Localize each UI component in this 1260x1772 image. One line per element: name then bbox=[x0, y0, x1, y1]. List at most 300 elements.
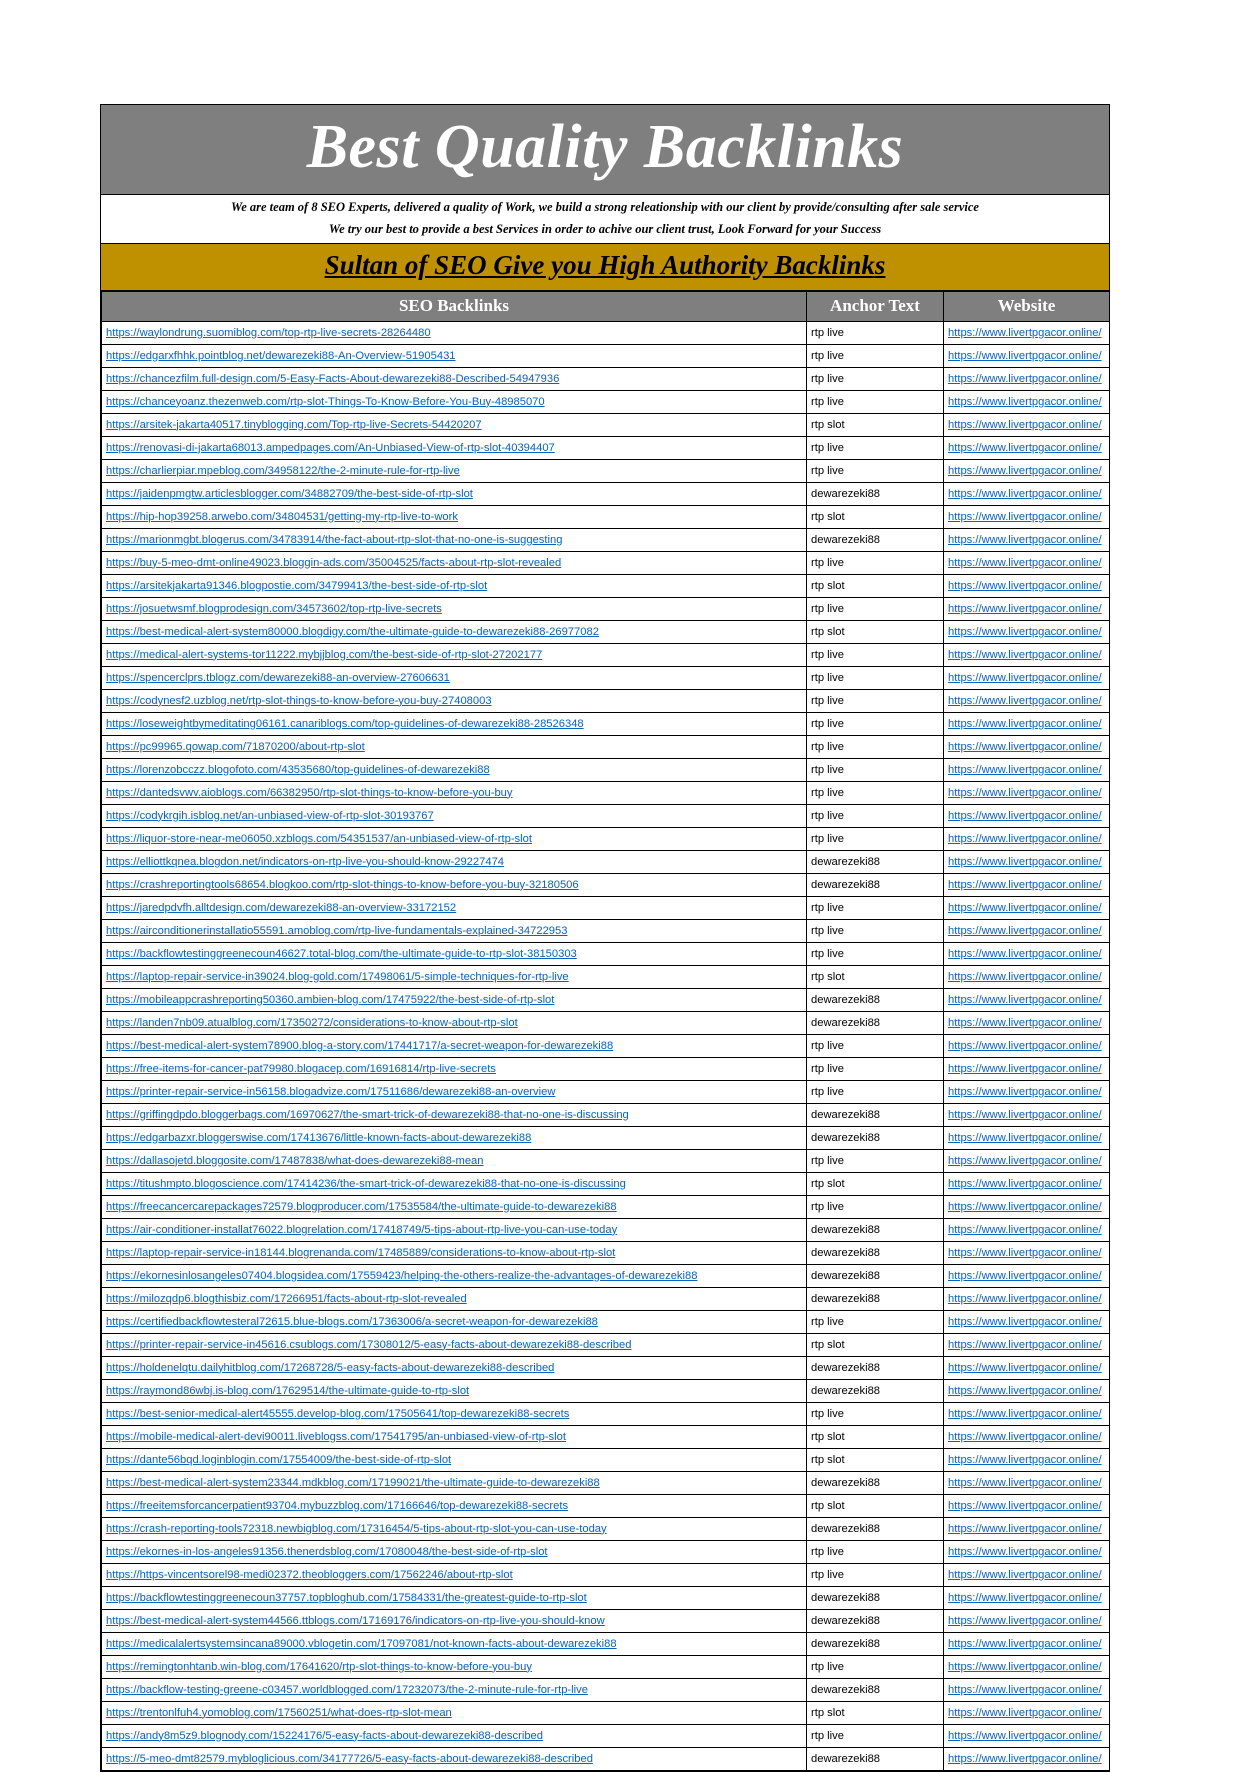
backlink-url-link[interactable]: https://best-medical-alert-system80000.blogdigy.com/the-ultimate-guide-to-dewarezeki88-26977082 bbox=[106, 625, 599, 638]
website-link[interactable]: https://www.livertpgacor.online/ bbox=[948, 1729, 1102, 1742]
backlink-url-link[interactable]: https://https-vincentsorel98-medi02372.theobloggers.com/17562246/about-rtp-slot bbox=[106, 1568, 513, 1581]
anchor-text-cell: rtp live bbox=[807, 1035, 944, 1058]
website-link[interactable]: https://www.livertpgacor.online/ bbox=[948, 1177, 1102, 1190]
table-row bbox=[102, 1495, 1110, 1518]
website-cell bbox=[944, 1104, 1110, 1127]
anchor-text-cell: rtp live bbox=[807, 368, 944, 391]
website-cell bbox=[944, 966, 1110, 989]
website-cell bbox=[944, 598, 1110, 621]
website-link[interactable]: https://www.livertpgacor.online/ bbox=[948, 1108, 1102, 1121]
anchor-text-cell: rtp live bbox=[807, 828, 944, 851]
website-link[interactable]: https://www.livertpgacor.online/ bbox=[948, 441, 1102, 454]
table-row bbox=[102, 1633, 1110, 1656]
backlink-url-cell bbox=[102, 805, 807, 828]
website-link[interactable]: https://www.livertpgacor.online/ bbox=[948, 1752, 1102, 1765]
website-cell bbox=[944, 1196, 1110, 1219]
website-cell bbox=[944, 1311, 1110, 1334]
website-link[interactable]: https://www.livertpgacor.online/ bbox=[948, 694, 1102, 707]
backlink-url-cell bbox=[102, 1265, 807, 1288]
anchor-text-cell: rtp live bbox=[807, 713, 944, 736]
table-row bbox=[102, 828, 1110, 851]
website-cell bbox=[944, 529, 1110, 552]
table-row bbox=[102, 1334, 1110, 1357]
backlink-url-cell bbox=[102, 460, 807, 483]
backlink-url-link[interactable]: https://buy-5-meo-dmt-online49023.bloggin-ads.com/35004525/facts-about-rtp-slot-revealed bbox=[106, 556, 562, 569]
website-cell bbox=[944, 1426, 1110, 1449]
backlink-url-cell bbox=[102, 667, 807, 690]
website-link[interactable]: https://www.livertpgacor.online/ bbox=[948, 326, 1102, 339]
backlink-url-link[interactable]: https://hip-hop39258.arwebo.com/34804531/getting-my-rtp-live-to-work bbox=[106, 510, 458, 523]
website-link[interactable]: https://www.livertpgacor.online/ bbox=[948, 809, 1102, 822]
backlink-url-link[interactable]: https://medical-alert-systems-tor11222.mybjjblog.com/the-best-side-of-rtp-slot-27202177 bbox=[106, 648, 543, 661]
backlink-url-cell bbox=[102, 1610, 807, 1633]
backlink-url-cell bbox=[102, 529, 807, 552]
website-cell bbox=[944, 460, 1110, 483]
backlink-url-link[interactable]: https://andy8m5z9.blognody.com/15224176/5-easy-facts-about-dewarezeki88-described bbox=[106, 1729, 543, 1742]
backlink-url-link[interactable]: https://airconditionerinstallatio55591.amoblog.com/rtp-live-fundamentals-explained-34722953 bbox=[106, 924, 568, 937]
website-link[interactable]: https://www.livertpgacor.online/ bbox=[948, 1683, 1102, 1696]
website-link[interactable]: https://www.livertpgacor.online/ bbox=[948, 579, 1102, 592]
website-cell bbox=[944, 1058, 1110, 1081]
website-cell bbox=[944, 1288, 1110, 1311]
website-link[interactable]: https://www.livertpgacor.online/ bbox=[948, 993, 1102, 1006]
backlink-url-cell bbox=[102, 1357, 807, 1380]
backlink-url-cell bbox=[102, 897, 807, 920]
backlink-url-cell bbox=[102, 1403, 807, 1426]
backlink-url-cell bbox=[102, 1173, 807, 1196]
website-link[interactable]: https://www.livertpgacor.online/ bbox=[948, 1384, 1102, 1397]
table-row bbox=[102, 1265, 1110, 1288]
backlink-url-link[interactable]: https://elliottkqnea.blogdon.net/indicators-on-rtp-live-you-should-know-29227474 bbox=[106, 855, 505, 868]
website-cell bbox=[944, 920, 1110, 943]
backlink-url-link[interactable]: https://backflow-testing-greene-c03457.worldblogged.com/17232073/the-2-minute-rule-for-rtp-live bbox=[106, 1683, 588, 1696]
backlink-url-link[interactable]: https://freecancercarepackages72579.blogproducer.com/17535584/the-ultimate-guide-to-dewarezeki88 bbox=[106, 1200, 617, 1213]
website-link[interactable]: https://www.livertpgacor.online/ bbox=[948, 832, 1102, 845]
website-link[interactable]: https://www.livertpgacor.online/ bbox=[948, 1062, 1102, 1075]
website-cell bbox=[944, 713, 1110, 736]
table-row bbox=[102, 782, 1110, 805]
website-cell bbox=[944, 989, 1110, 1012]
website-link[interactable]: https://www.livertpgacor.online/ bbox=[948, 1637, 1102, 1650]
anchor-text-cell: rtp slot bbox=[807, 414, 944, 437]
table-row bbox=[102, 667, 1110, 690]
anchor-text-cell: rtp live bbox=[807, 1081, 944, 1104]
backlink-url-cell bbox=[102, 1725, 807, 1748]
backlink-url-link[interactable]: https://free-items-for-cancer-pat79980.blogacep.com/16916814/rtp-live-secrets bbox=[106, 1062, 496, 1075]
anchor-text-cell: dewarezeki88 bbox=[807, 851, 944, 874]
website-cell bbox=[944, 1587, 1110, 1610]
backlink-url-link[interactable]: https://codykrgih.isblog.net/an-unbiased-view-of-rtp-slot-30193767 bbox=[106, 809, 434, 822]
backlink-url-cell bbox=[102, 345, 807, 368]
backlink-url-link[interactable]: https://ekornesinlosangeles07404.blogsidea.com/17559423/helping-the-others-realize-the-advantages-of-dewarezeki88 bbox=[106, 1269, 698, 1282]
backlink-url-link[interactable]: https://liquor-store-near-me06050.xzblogs.com/54351537/an-unbiased-view-of-rtp-slot bbox=[106, 832, 532, 845]
backlink-url-cell bbox=[102, 1702, 807, 1725]
table-row bbox=[102, 552, 1110, 575]
backlink-url-link[interactable]: https://holdenelqtu.dailyhitblog.com/17268728/5-easy-facts-about-dewarezeki88-described bbox=[106, 1361, 555, 1374]
backlink-url-link[interactable]: https://best-senior-medical-alert45555.develop-blog.com/17505641/top-dewarezeki88-secrets bbox=[106, 1407, 570, 1420]
website-cell bbox=[944, 1656, 1110, 1679]
website-link[interactable]: https://www.livertpgacor.online/ bbox=[948, 786, 1102, 799]
table-row bbox=[102, 1104, 1110, 1127]
website-link[interactable]: https://www.livertpgacor.online/ bbox=[948, 947, 1102, 960]
backlink-url-cell bbox=[102, 1127, 807, 1150]
website-cell bbox=[944, 782, 1110, 805]
table-row bbox=[102, 529, 1110, 552]
website-link[interactable]: https://www.livertpgacor.online/ bbox=[948, 901, 1102, 914]
anchor-text-cell: rtp live bbox=[807, 782, 944, 805]
backlink-url-link[interactable]: https://edgarbazxr.bloggerswise.com/17413676/little-known-facts-about-dewarezeki88 bbox=[106, 1131, 532, 1144]
backlink-url-link[interactable]: https://griffingdpdo.bloggerbags.com/16970627/the-smart-trick-of-dewarezeki88-that-no-one-is-discussing bbox=[106, 1108, 629, 1121]
website-link[interactable]: https://www.livertpgacor.online/ bbox=[948, 1568, 1102, 1581]
table-row bbox=[102, 1610, 1110, 1633]
backlink-url-cell bbox=[102, 989, 807, 1012]
anchor-text-cell: rtp live bbox=[807, 805, 944, 828]
backlink-url-cell bbox=[102, 1081, 807, 1104]
backlink-url-cell bbox=[102, 1587, 807, 1610]
website-link[interactable]: https://www.livertpgacor.online/ bbox=[948, 1361, 1102, 1374]
website-cell bbox=[944, 1150, 1110, 1173]
website-link[interactable]: https://www.livertpgacor.online/ bbox=[948, 1200, 1102, 1213]
anchor-text-cell: rtp live bbox=[807, 1541, 944, 1564]
anchor-text-cell: dewarezeki88 bbox=[807, 1357, 944, 1380]
backlink-url-link[interactable]: https://dante56bqd.loginblogin.com/17554009/the-best-side-of-rtp-slot bbox=[106, 1453, 452, 1466]
backlink-url-link[interactable]: https://trentonlfuh4.yomoblog.com/17560251/what-does-rtp-slot-mean bbox=[106, 1706, 452, 1719]
anchor-text-cell: dewarezeki88 bbox=[807, 1472, 944, 1495]
table-row bbox=[102, 1357, 1110, 1380]
website-link[interactable]: https://www.livertpgacor.online/ bbox=[948, 1016, 1102, 1029]
website-cell bbox=[944, 1173, 1110, 1196]
backlink-url-link[interactable]: https://loseweightbymeditating06161.canariblogs.com/top-guidelines-of-dewarezeki88-28526348 bbox=[106, 717, 584, 730]
table-row bbox=[102, 805, 1110, 828]
website-link[interactable]: https://www.livertpgacor.online/ bbox=[948, 1545, 1102, 1558]
table-row bbox=[102, 759, 1110, 782]
website-link[interactable]: https://www.livertpgacor.online/ bbox=[948, 1499, 1102, 1512]
website-cell bbox=[944, 1541, 1110, 1564]
table-row bbox=[102, 874, 1110, 897]
backlink-url-link[interactable]: https://best-medical-alert-system23344.mdkblog.com/17199021/the-ultimate-guide-to-dewarezeki88 bbox=[106, 1476, 600, 1489]
backlink-url-link[interactable]: https://best-medical-alert-system78900.blog-a-story.com/17441717/a-secret-weapon-for-dewarezeki88 bbox=[106, 1039, 614, 1052]
backlink-url-link[interactable]: https://waylondrung.suomiblog.com/top-rtp-live-secrets-28264480 bbox=[106, 326, 431, 339]
website-link[interactable]: https://www.livertpgacor.online/ bbox=[948, 1246, 1102, 1259]
backlink-url-cell bbox=[102, 598, 807, 621]
subtitle-line-2: We try our best to provide a best Services in order to achive our client trust, Look Forward for your Success bbox=[101, 219, 1109, 244]
table-row bbox=[102, 1449, 1110, 1472]
backlink-url-cell bbox=[102, 1380, 807, 1403]
backlink-url-cell bbox=[102, 414, 807, 437]
anchor-text-cell: dewarezeki88 bbox=[807, 1219, 944, 1242]
website-link[interactable]: https://www.livertpgacor.online/ bbox=[948, 510, 1102, 523]
backlink-url-link[interactable]: https://crash-reporting-tools72318.newbigblog.com/17316454/5-tips-about-rtp-slot-you-can-use-today bbox=[106, 1522, 607, 1535]
website-link[interactable]: https://www.livertpgacor.online/ bbox=[948, 1522, 1102, 1535]
backlink-url-link[interactable]: https://freeitemsforcancerpatient93704.mybuzzblog.com/17166646/top-dewarezeki88-secrets bbox=[106, 1499, 569, 1512]
backlink-url-link[interactable]: https://laptop-repair-service-in18144.blogrenanda.com/17485889/considerations-to-know-about-rtp-slot bbox=[106, 1246, 616, 1259]
table-row bbox=[102, 989, 1110, 1012]
anchor-text-cell: rtp live bbox=[807, 667, 944, 690]
website-cell bbox=[944, 506, 1110, 529]
anchor-text-cell: rtp live bbox=[807, 644, 944, 667]
website-cell bbox=[944, 736, 1110, 759]
backlink-url-link[interactable]: https://mobileappcrashreporting50360.ambien-blog.com/17475922/the-best-side-of-rtp-slot bbox=[106, 993, 555, 1006]
website-link[interactable]: https://www.livertpgacor.online/ bbox=[948, 418, 1102, 431]
backlink-url-link[interactable]: https://codynesf2.uzblog.net/rtp-slot-things-to-know-before-you-buy-27408003 bbox=[106, 694, 492, 707]
website-cell bbox=[944, 621, 1110, 644]
website-cell bbox=[944, 552, 1110, 575]
website-link[interactable]: https://www.livertpgacor.online/ bbox=[948, 1430, 1102, 1443]
website-cell bbox=[944, 1748, 1110, 1771]
anchor-text-cell: dewarezeki88 bbox=[807, 1587, 944, 1610]
website-link[interactable]: https://www.livertpgacor.online/ bbox=[948, 763, 1102, 776]
anchor-text-cell: dewarezeki88 bbox=[807, 1012, 944, 1035]
backlink-url-link[interactable]: https://jaidenpmgtw.articlesblogger.com/34882709/the-best-side-of-rtp-slot bbox=[106, 487, 473, 500]
anchor-text-cell: rtp live bbox=[807, 1150, 944, 1173]
backlink-url-link[interactable]: https://air-conditioner-installat76022.blogrelation.com/17418749/5-tips-about-rtp-live-you-can-use-today bbox=[106, 1223, 618, 1236]
anchor-text-cell: rtp live bbox=[807, 1311, 944, 1334]
anchor-text-cell: rtp live bbox=[807, 322, 944, 345]
website-cell bbox=[944, 391, 1110, 414]
table-row bbox=[102, 414, 1110, 437]
website-cell bbox=[944, 1242, 1110, 1265]
website-link[interactable]: https://www.livertpgacor.online/ bbox=[948, 1131, 1102, 1144]
table-row bbox=[102, 575, 1110, 598]
backlink-url-link[interactable]: https://printer-repair-service-in56158.blogadvize.com/17511686/dewarezeki88-an-overview bbox=[106, 1085, 556, 1098]
website-link[interactable]: https://www.livertpgacor.online/ bbox=[948, 878, 1102, 891]
backlink-url-cell bbox=[102, 690, 807, 713]
anchor-text-cell: rtp live bbox=[807, 1403, 944, 1426]
website-link[interactable]: https://www.livertpgacor.online/ bbox=[948, 602, 1102, 615]
website-link[interactable]: https://www.livertpgacor.online/ bbox=[948, 1591, 1102, 1604]
website-link[interactable]: https://www.livertpgacor.online/ bbox=[948, 1154, 1102, 1167]
anchor-text-cell: rtp live bbox=[807, 345, 944, 368]
anchor-text-cell: dewarezeki88 bbox=[807, 1380, 944, 1403]
website-link[interactable]: https://www.livertpgacor.online/ bbox=[948, 1338, 1102, 1351]
backlink-url-link[interactable]: https://remingtonhtanb.win-blog.com/17641620/rtp-slot-things-to-know-before-you-buy bbox=[106, 1660, 532, 1673]
backlink-url-cell bbox=[102, 1334, 807, 1357]
backlink-url-cell bbox=[102, 874, 807, 897]
backlink-url-link[interactable]: https://dantedsvwv.aioblogs.com/66382950/rtp-slot-things-to-know-before-you-buy bbox=[106, 786, 513, 799]
backlink-url-cell bbox=[102, 1518, 807, 1541]
table-row bbox=[102, 1035, 1110, 1058]
anchor-text-cell: rtp live bbox=[807, 460, 944, 483]
table-row bbox=[102, 1196, 1110, 1219]
backlink-url-link[interactable]: https://charlierpiar.mpeblog.com/34958122/the-2-minute-rule-for-rtp-live bbox=[106, 464, 460, 477]
website-link[interactable]: https://www.livertpgacor.online/ bbox=[948, 1476, 1102, 1489]
anchor-text-cell: rtp live bbox=[807, 391, 944, 414]
website-link[interactable]: https://www.livertpgacor.online/ bbox=[948, 1706, 1102, 1719]
website-link[interactable]: https://www.livertpgacor.online/ bbox=[948, 970, 1102, 983]
backlink-url-link[interactable]: https://landen7nb09.atualblog.com/17350272/considerations-to-know-about-rtp-slot bbox=[106, 1016, 518, 1029]
table-row bbox=[102, 1127, 1110, 1150]
backlink-url-link[interactable]: https://arsitekjakarta91346.blogpostie.com/34799413/the-best-side-of-rtp-slot bbox=[106, 579, 488, 592]
website-link[interactable]: https://www.livertpgacor.online/ bbox=[948, 1292, 1102, 1305]
backlink-url-cell bbox=[102, 943, 807, 966]
anchor-text-cell: dewarezeki88 bbox=[807, 1265, 944, 1288]
backlink-url-cell bbox=[102, 782, 807, 805]
backlink-url-cell bbox=[102, 1012, 807, 1035]
website-cell bbox=[944, 1219, 1110, 1242]
backlink-url-link[interactable]: https://spencerclprs.tblogz.com/dewarezeki88-an-overview-27606631 bbox=[106, 671, 450, 684]
anchor-text-cell: dewarezeki88 bbox=[807, 1610, 944, 1633]
website-cell bbox=[944, 1725, 1110, 1748]
website-link[interactable]: https://www.livertpgacor.online/ bbox=[948, 533, 1102, 546]
table-header-row bbox=[102, 292, 1110, 322]
anchor-text-cell: rtp live bbox=[807, 1196, 944, 1219]
backlink-url-link[interactable]: https://edgarxfhhk.pointblog.net/dewarezeki88-An-Overview-51905431 bbox=[106, 349, 456, 362]
table-row bbox=[102, 1518, 1110, 1541]
table-row bbox=[102, 322, 1110, 345]
website-link[interactable]: https://www.livertpgacor.online/ bbox=[948, 625, 1102, 638]
website-cell bbox=[944, 1610, 1110, 1633]
backlink-url-cell bbox=[102, 1058, 807, 1081]
backlink-url-link[interactable]: https://5-meo-dmt82579.mybloglicious.com/34177726/5-easy-facts-about-dewarezeki88-described bbox=[106, 1752, 593, 1765]
website-cell bbox=[944, 1127, 1110, 1150]
website-cell bbox=[944, 414, 1110, 437]
anchor-text-cell: rtp live bbox=[807, 552, 944, 575]
backlink-url-cell bbox=[102, 828, 807, 851]
anchor-text-cell: rtp live bbox=[807, 1564, 944, 1587]
website-link[interactable]: https://www.livertpgacor.online/ bbox=[948, 487, 1102, 500]
website-link[interactable]: https://www.livertpgacor.online/ bbox=[948, 1039, 1102, 1052]
backlink-url-cell bbox=[102, 966, 807, 989]
table-row bbox=[102, 1288, 1110, 1311]
backlink-url-link[interactable]: https://marionmgbt.blogerus.com/34783914/the-fact-about-rtp-slot-that-no-one-is-suggesting bbox=[106, 533, 563, 546]
backlink-url-link[interactable]: https://jaredpdvfh.alltdesign.com/dewarezeki88-an-overview-33172152 bbox=[106, 901, 457, 914]
backlink-url-link[interactable]: https://backflowtestinggreenecoun46627.total-blog.com/the-ultimate-guide-to-rtp-slot-38150303 bbox=[106, 947, 577, 960]
website-cell bbox=[944, 1449, 1110, 1472]
backlink-url-cell bbox=[102, 1564, 807, 1587]
website-cell bbox=[944, 874, 1110, 897]
backlink-url-link[interactable]: https://crashreportingtools68654.blogkoo.com/rtp-slot-things-to-know-before-you-buy-32180506 bbox=[106, 878, 579, 891]
anchor-text-cell: rtp live bbox=[807, 437, 944, 460]
website-link[interactable]: https://www.livertpgacor.online/ bbox=[948, 648, 1102, 661]
table-row bbox=[102, 391, 1110, 414]
backlink-url-link[interactable]: https://backflowtestinggreenecoun37757.topbloghub.com/17584331/the-greatest-guide-to-rtp-slot bbox=[106, 1591, 587, 1604]
table-row bbox=[102, 1380, 1110, 1403]
website-link[interactable]: https://www.livertpgacor.online/ bbox=[948, 1315, 1102, 1328]
backlink-url-link[interactable]: https://ekornes-in-los-angeles91356.thenerdsblog.com/17080048/the-best-side-of-rtp-slot bbox=[106, 1545, 548, 1558]
website-cell bbox=[944, 690, 1110, 713]
table-row bbox=[102, 1748, 1110, 1771]
table-row bbox=[102, 1426, 1110, 1449]
table-row bbox=[102, 437, 1110, 460]
website-link[interactable]: https://www.livertpgacor.online/ bbox=[948, 1407, 1102, 1420]
backlink-url-link[interactable]: https://arsitek-jakarta40517.tinyblogging.com/Top-rtp-live-Secrets-54420207 bbox=[106, 418, 482, 431]
website-cell bbox=[944, 828, 1110, 851]
backlink-url-link[interactable]: https://pc99965.qowap.com/71870200/about-rtp-slot bbox=[106, 740, 365, 753]
website-cell bbox=[944, 1564, 1110, 1587]
anchor-text-cell: rtp slot bbox=[807, 1702, 944, 1725]
website-link[interactable]: https://www.livertpgacor.online/ bbox=[948, 671, 1102, 684]
website-cell bbox=[944, 805, 1110, 828]
anchor-text-cell: rtp live bbox=[807, 1058, 944, 1081]
website-cell bbox=[944, 368, 1110, 391]
backlink-url-cell bbox=[102, 506, 807, 529]
website-link[interactable]: https://www.livertpgacor.online/ bbox=[948, 740, 1102, 753]
website-cell bbox=[944, 851, 1110, 874]
table-row bbox=[102, 1587, 1110, 1610]
website-cell bbox=[944, 1679, 1110, 1702]
backlink-url-link[interactable]: https://laptop-repair-service-in39024.blog-gold.com/17498061/5-simple-techniques-for-rtp-live bbox=[106, 970, 569, 983]
website-link[interactable]: https://www.livertpgacor.online/ bbox=[948, 1614, 1102, 1627]
website-link[interactable]: https://www.livertpgacor.online/ bbox=[948, 1085, 1102, 1098]
website-link[interactable]: https://www.livertpgacor.online/ bbox=[948, 1269, 1102, 1282]
anchor-text-cell: dewarezeki88 bbox=[807, 1242, 944, 1265]
backlink-url-cell bbox=[102, 1449, 807, 1472]
backlink-url-link[interactable]: https://best-medical-alert-system44566.ttblogs.com/17169176/indicators-on-rtp-live-you-should-know bbox=[106, 1614, 605, 1627]
anchor-text-cell: rtp slot bbox=[807, 1449, 944, 1472]
backlink-url-link[interactable]: https://certifiedbackflowtesteral72615.blue-blogs.com/17363006/a-secret-weapon-for-dewarezeki88 bbox=[106, 1315, 598, 1328]
website-link[interactable]: https://www.livertpgacor.online/ bbox=[948, 395, 1102, 408]
website-link[interactable]: https://www.livertpgacor.online/ bbox=[948, 372, 1102, 385]
table-row bbox=[102, 1541, 1110, 1564]
website-link[interactable]: https://www.livertpgacor.online/ bbox=[948, 1453, 1102, 1466]
anchor-text-cell: rtp slot bbox=[807, 1173, 944, 1196]
website-link[interactable]: https://www.livertpgacor.online/ bbox=[948, 1660, 1102, 1673]
website-cell bbox=[944, 667, 1110, 690]
backlink-url-link[interactable]: https://chancezfilm.full-design.com/5-Easy-Facts-About-dewarezeki88-Described-54947936 bbox=[106, 372, 560, 385]
backlink-url-link[interactable]: https://dallasojetd.bloggosite.com/17487838/what-does-dewarezeki88-mean bbox=[106, 1154, 484, 1167]
table-row bbox=[102, 1403, 1110, 1426]
website-cell bbox=[944, 1403, 1110, 1426]
backlink-url-cell bbox=[102, 1426, 807, 1449]
backlink-url-link[interactable]: https://lorenzobcczz.blogofoto.com/43535680/top-guidelines-of-dewarezeki88 bbox=[106, 763, 490, 776]
backlink-url-link[interactable]: https://medicalalertsystemsincana89000.vblogetin.com/17097081/not-known-facts-about-dewarezeki88 bbox=[106, 1637, 617, 1650]
website-link[interactable]: https://www.livertpgacor.online/ bbox=[948, 717, 1102, 730]
website-cell bbox=[944, 1518, 1110, 1541]
website-cell bbox=[944, 1633, 1110, 1656]
website-link[interactable]: https://www.livertpgacor.online/ bbox=[948, 1223, 1102, 1236]
backlink-url-link[interactable]: https://josuetwsmf.blogprodesign.com/34573602/top-rtp-live-secrets bbox=[106, 602, 442, 615]
website-link[interactable]: https://www.livertpgacor.online/ bbox=[948, 464, 1102, 477]
table-row bbox=[102, 1702, 1110, 1725]
backlink-url-link[interactable]: https://printer-repair-service-in45616.csublogs.com/17308012/5-easy-facts-about-dewarezeki88-described bbox=[106, 1338, 632, 1351]
anchor-text-cell: dewarezeki88 bbox=[807, 529, 944, 552]
website-cell bbox=[944, 575, 1110, 598]
table-row bbox=[102, 1058, 1110, 1081]
anchor-text-cell: rtp live bbox=[807, 1656, 944, 1679]
website-link[interactable]: https://www.livertpgacor.online/ bbox=[948, 556, 1102, 569]
backlink-url-link[interactable]: https://milozqdp6.blogthisbiz.com/17266951/facts-about-rtp-slot-revealed bbox=[106, 1292, 467, 1305]
anchor-text-cell: rtp slot bbox=[807, 966, 944, 989]
page-title: Best Quality Backlinks bbox=[306, 113, 904, 181]
table-row bbox=[102, 1656, 1110, 1679]
anchor-text-cell: rtp slot bbox=[807, 1426, 944, 1449]
backlink-url-cell bbox=[102, 1196, 807, 1219]
table-row bbox=[102, 966, 1110, 989]
table-row bbox=[102, 690, 1110, 713]
table-row bbox=[102, 713, 1110, 736]
backlink-url-cell bbox=[102, 1311, 807, 1334]
backlink-url-cell bbox=[102, 483, 807, 506]
website-cell bbox=[944, 322, 1110, 345]
table-row bbox=[102, 621, 1110, 644]
website-link[interactable]: https://www.livertpgacor.online/ bbox=[948, 349, 1102, 362]
anchor-text-cell: rtp slot bbox=[807, 1334, 944, 1357]
anchor-text-cell: rtp live bbox=[807, 598, 944, 621]
website-link[interactable]: https://www.livertpgacor.online/ bbox=[948, 924, 1102, 937]
table-row bbox=[102, 644, 1110, 667]
backlink-url-cell bbox=[102, 1242, 807, 1265]
table-row bbox=[102, 345, 1110, 368]
table-row bbox=[102, 943, 1110, 966]
website-link[interactable]: https://www.livertpgacor.online/ bbox=[948, 855, 1102, 868]
backlink-url-link[interactable]: https://mobile-medical-alert-devi90011.liveblogss.com/17541795/an-unbiased-view-of-rtp-slot bbox=[106, 1430, 566, 1443]
backlink-url-link[interactable]: https://renovasi-di-jakarta68013.ampedpages.com/An-Unbiased-View-of-rtp-slot-40394407 bbox=[106, 441, 555, 454]
backlink-url-link[interactable]: https://chanceyoanz.thezenweb.com/rtp-slot-Things-To-Know-Before-You-Buy-48985070 bbox=[106, 395, 545, 408]
website-cell bbox=[944, 345, 1110, 368]
backlink-url-link[interactable]: https://titushmpto.blogoscience.com/17414236/the-smart-trick-of-dewarezeki88-that-no-one-is-discussing bbox=[106, 1177, 626, 1190]
backlink-url-link[interactable]: https://raymond86wbj.is-blog.com/17629514/the-ultimate-guide-to-rtp-slot bbox=[106, 1384, 470, 1397]
table-row bbox=[102, 1472, 1110, 1495]
